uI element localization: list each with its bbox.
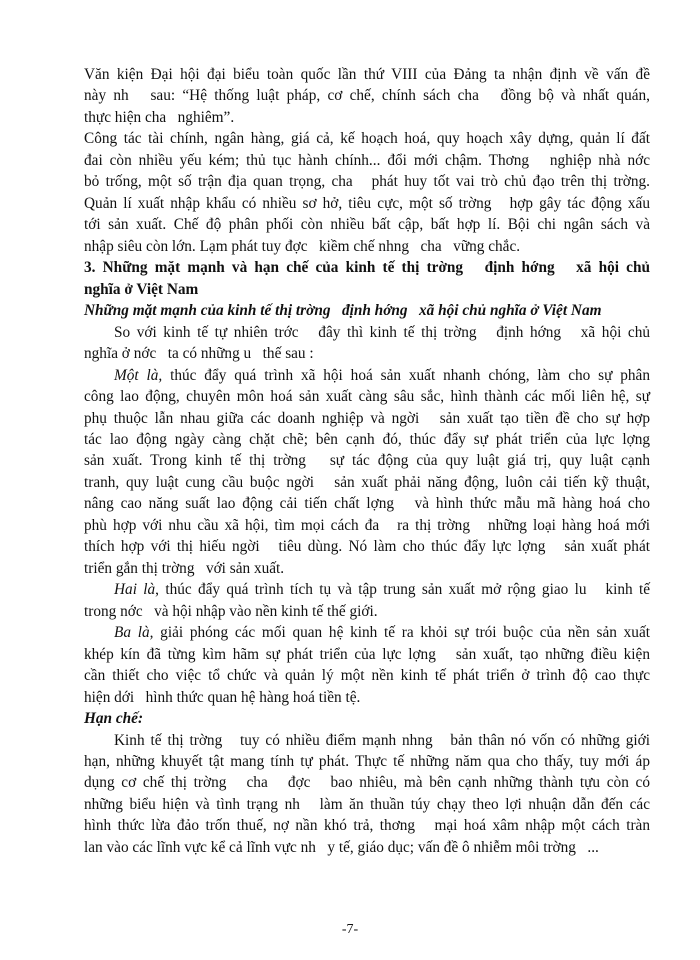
text-segment: đai còn nhiều yếu kém; thủ tục hành chính... đổi mới chậm. Thơng nghiệp nhà nớc — [84, 151, 650, 169]
text-segment: thực hiện cha nghiêm”. — [84, 108, 235, 126]
text-segment: triển gắn thị trờng với sản xuất. — [84, 559, 285, 577]
text-segment: tới sản xuất. Chế độ phân phối còn nhiều bất cập, bất hợp lí. Bội chi ngân sách và — [84, 216, 650, 234]
text-segment: , thúc đẩy quá trình tích tụ và tập trung sản xuất mở rộng giao lu kinh tế — [155, 581, 651, 599]
text-segment: phụ thuộc lẫn nhau giữa các doanh nghiệp và ngời sản xuất tạo tiền đề cho sự hợp — [84, 409, 650, 427]
text-segment: thích hợp với thị hiếu ngời tiêu dùng. Nó làm cho thúc đẩy lực lợng sản xuất phát — [84, 538, 650, 556]
text-line — [84, 536, 650, 557]
text-line — [84, 558, 650, 579]
text-line — [84, 730, 650, 751]
text-segment: trong nớc và hội nhập vào nền kinh tế thế giới. — [84, 602, 378, 620]
text-line — [84, 343, 650, 364]
text-line — [84, 64, 650, 85]
text-segment: hiện dới hình thức quan hệ hàng hoá tiền tệ. — [84, 688, 361, 706]
italic-lead: Hai là — [114, 581, 156, 599]
heading-line — [84, 257, 650, 278]
document-body — [84, 64, 650, 858]
text-segment: nhập siêu còn lớn. Lạm phát tuy đợc kiềm chế nhng cha vững chắc. — [84, 237, 521, 255]
heading-line — [84, 708, 650, 729]
text-segment: phù hợp với nhu cầu xã hội, tìm mọi cách đa ra thị trờng những loại hàng hoá mới — [84, 516, 650, 534]
text-segment: khép kín đã từng kìm hãm sự phát triển của lực lợng sản xuất, tạo những điều kiện — [84, 645, 650, 663]
text-line — [84, 408, 650, 429]
text-segment: Hạn chế: — [84, 710, 144, 728]
text-segment: bỏ trống, một số trận địa quan trọng, cha phát huy tốt vai trò chủ đạo trên thị trờng. — [84, 173, 650, 191]
italic-lead: Ba là, — [114, 624, 154, 642]
text-segment: thúc đẩy quá trình xã hội hoá sản xuất nhanh chóng, làm cho sự phân — [162, 366, 650, 384]
text-segment: tranh, quy luật cung cầu buộc ngời sản xuất phải năng động, luôn cải tiến kỹ thuật, — [84, 473, 650, 491]
text-line — [84, 472, 650, 493]
text-segment: những biểu hiện và tình trạng nh làm ăn thuần túy chạy theo lợi nhuận dẫn đến các — [84, 795, 650, 813]
text-line — [84, 515, 650, 536]
text-segment: hạn, những khuyết tật mang tính tự phát. Thực tế những năm qua cho thấy, tuy mới áp — [84, 753, 650, 770]
text-line — [84, 322, 650, 343]
text-segment: Kinh tế thị trờng tuy có nhiều điểm mạnh nhng bản thân nó vốn có những giới — [114, 731, 650, 749]
text-segment: này nh sau: “Hệ thống luật pháp, cơ chế, chính sách cha đồng bộ và nhất quán, — [84, 87, 650, 105]
text-line — [84, 107, 650, 128]
text-segment: Những mặt mạnh của kinh tế thị trờng định hớng xã hội chủ nghĩa ở Việt Nam — [84, 302, 602, 320]
text-segment: nâng cao năng suất lao động cải tiến chất lợng và hình thức mẫu mã hàng hoá cho — [84, 495, 650, 513]
text-segment: tác lao động ngày càng chặt chẽ; bên cạnh đó, thúc đẩy sự phát triển của lực lợng — [84, 430, 650, 448]
text-line — [84, 644, 650, 665]
text-line — [84, 214, 650, 235]
text-segment: hình thức lừa đảo trốn thuế, nợ nần khó trả, thơng mại hoá xâm nhập một cách tràn — [84, 817, 650, 835]
text-line — [84, 193, 650, 214]
heading-line — [84, 279, 650, 300]
text-segment: Văn kiện Đại hội đại biểu toàn quốc lần thứ VIII của Đảng ta nhận định về vấn đề — [84, 66, 650, 83]
text-line — [84, 450, 650, 471]
text-line — [84, 772, 650, 793]
text-line — [84, 128, 650, 149]
text-segment: Quản lí xuất nhập khẩu có nhiều sơ hở, tiêu cực, một số trờng hợp gây tác động xấu — [84, 194, 650, 212]
text-line — [84, 429, 650, 450]
text-line — [84, 365, 650, 386]
text-line — [84, 687, 650, 708]
text-segment: giải phóng các mối quan hệ kinh tế ra khỏi sự trói buộc của nền sản xuất — [153, 624, 650, 642]
text-line — [84, 493, 650, 514]
text-line — [84, 665, 650, 686]
text-line — [84, 601, 650, 622]
text-line — [84, 837, 650, 858]
text-segment: lan vào các lĩnh vực kể cả lĩnh vực nh y tế, giáo dục; vấn đề ô nhiễm môi trờng ... — [84, 838, 599, 856]
italic-lead: Một là, — [114, 366, 163, 384]
page-number: -7- — [341, 922, 359, 937]
text-line — [84, 150, 650, 171]
text-segment: dụng cơ chế thị trờng cha đợc bao nhiêu, mà bên cạnh những thành tựu còn có — [84, 774, 650, 792]
text-segment: sản xuất. Trong kinh tế thị trờng sự tác động của quy luật giá trị, quy luật cạnh — [84, 452, 650, 470]
heading-line — [84, 300, 650, 321]
text-line — [84, 794, 650, 815]
text-line — [84, 751, 650, 772]
text-line — [84, 386, 650, 407]
text-line — [84, 622, 650, 643]
text-line — [84, 815, 650, 836]
text-segment: So với kinh tế tự nhiên trớc đây thì kinh tế thị trờng định hớng xã hội chủ — [114, 323, 650, 341]
text-segment: cần thiết cho việc tổ chức và quản lý một nền kinh tế phát triển ở trình độ cao thực — [84, 667, 650, 685]
text-segment: 3. Những mặt mạnh và hạn chế của kinh tế thị trờng định hớng xã hội chủ — [84, 259, 650, 277]
text-line — [84, 236, 650, 257]
text-segment: Công tác tài chính, ngân hàng, giá cả, kế hoạch hoá, quy hoạch xây dựng, quản lí đất — [84, 130, 650, 148]
text-line — [84, 579, 650, 600]
text-segment: nghĩa ở nớc ta có những u thế sau : — [84, 345, 314, 363]
text-line — [84, 85, 650, 106]
text-segment: nghĩa ở Việt Nam — [84, 280, 199, 298]
text-line — [84, 171, 650, 192]
text-segment: công lao động, chuyên môn hoá sản xuất càng sâu sắc, hình thành các mối liên hệ, sự — [84, 388, 650, 406]
